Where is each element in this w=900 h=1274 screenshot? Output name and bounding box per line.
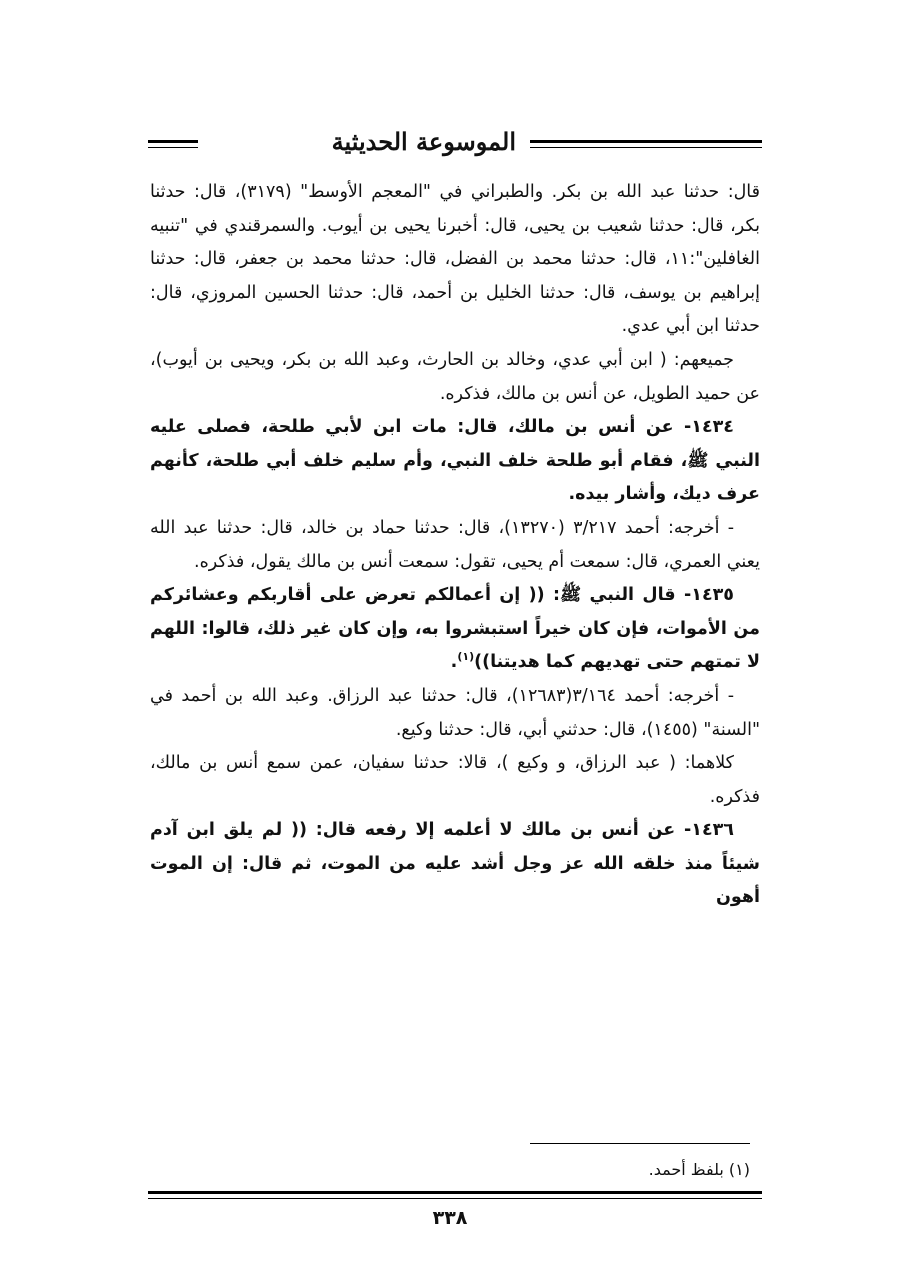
hadith-paragraph	[150, 814, 760, 915]
paragraph-text: - أخرجه: أحمد ٣/٢١٧ (١٣٢٧٠)، قال: حدثنا حماد بن خالد، قال: حدثنا عبد الله يعني العمري، قال: سمعت أم يحيى، تقول: سمعت أنس بن مالك يقول، فذكره.	[150, 517, 760, 572]
hadith-paragraph: ١٤٣٥- قال النبي ﷺ: (( إن أعمالكم تعرض على أقاربكم وعشائركم من الأموات، فإن كان خيراً استبشروا به، وإن كان غير ذلك، قالوا: اللهم لا تمتهم حتى تهديهم كما هديتنا))$^{(١)}$.	[150, 585, 760, 673]
footnote-separator	[530, 1143, 750, 1144]
page-number: ٣٣٨	[432, 1207, 468, 1229]
commentary-paragraph	[150, 512, 760, 579]
paragraph-text: - أخرجه: أحمد ٣/١٦٤(١٢٦٨٣)، قال: حدثنا عبد الرزاق. وعبد الله بن أحمد في "السنة" (١٤٥٥)، قال: حدثني أبي، قال: حدثنا وكيع.	[150, 685, 760, 740]
paragraph-text: كلاهما: ( عبد الرزاق، و وكيع )، قالا: حدثنا سفيان، عمن سمع أنس بن مالك، فذكره.	[150, 753, 760, 807]
paragraph-text: جميعهم: ( ابن أبي عدي، وخالد بن الحارث، وعبد الله بن بكر، ويحيى بن أيوب)، عن حميد الطويل، عن أنس بن مالك، فذكره.	[150, 349, 760, 404]
commentary-paragraph	[150, 680, 760, 747]
footnote: (١) بلفظ أحمد.	[648, 1160, 750, 1179]
running-header	[148, 122, 762, 162]
paragraph-text: قال: حدثنا عبد الله بن بكر. والطبراني في "المعجم الأوسط" (٣١٧٩)، قال: حدثنا بكر، قال: حدثنا شعيب بن يحيى، قال: أخبرنا يحيى بن أيوب. والسمرقندي في "تنبيه الغافلين":١١، قال: حدثنا محمد بن الفضل، قال: حدثنا محمد بن جعفر، قال: حدثنا إبراهيم بن يوسف، قال: حدثنا الخليل بن أحمد، قال: حدثنا الحسين المروزي، قال: حدثنا ابن أبي عدي.	[150, 182, 761, 337]
page-body	[150, 176, 760, 915]
footnote-marker: (١)	[457, 650, 475, 664]
hadith-paragraph	[150, 411, 760, 512]
header-title: الموسوعة الحديثية	[331, 127, 516, 156]
paragraph-text: ١٤٣٦- عن أنس بن مالك لا أعلمه إلا رفعه قال: (( لم يلق ابن آدم شيئاً منذ خلقه الله عز وجل أشد عليه من الموت، ثم قال: إن الموت أهون	[150, 820, 760, 908]
footer-rule	[148, 1191, 762, 1199]
paragraph-text: ١٤٣٤- عن أنس بن مالك، قال: مات ابن لأبي طلحة، فصلى عليه النبي ﷺ، فقام أبو طلحة خلف النبي، وأم سليم خلف أبي طلحة، كأنهم عرف ديك، وأشار بيده.	[150, 417, 760, 505]
header-rule-left	[148, 140, 198, 148]
commentary-paragraph	[150, 747, 760, 814]
commentary-paragraph	[150, 176, 760, 344]
paragraph-text: ١٤٣٥- قال النبي ﷺ: (( إن أعمالكم تعرض على أقاربكم وعشائركم من الأموات، فإن كان خيراً استبشروا به، وإن كان غير ذلك، قالوا: اللهم لا تمتهم حتى تهديهم كما هديتنا))	[150, 585, 760, 673]
commentary-paragraph	[150, 344, 760, 411]
header-rule-right	[530, 140, 762, 148]
